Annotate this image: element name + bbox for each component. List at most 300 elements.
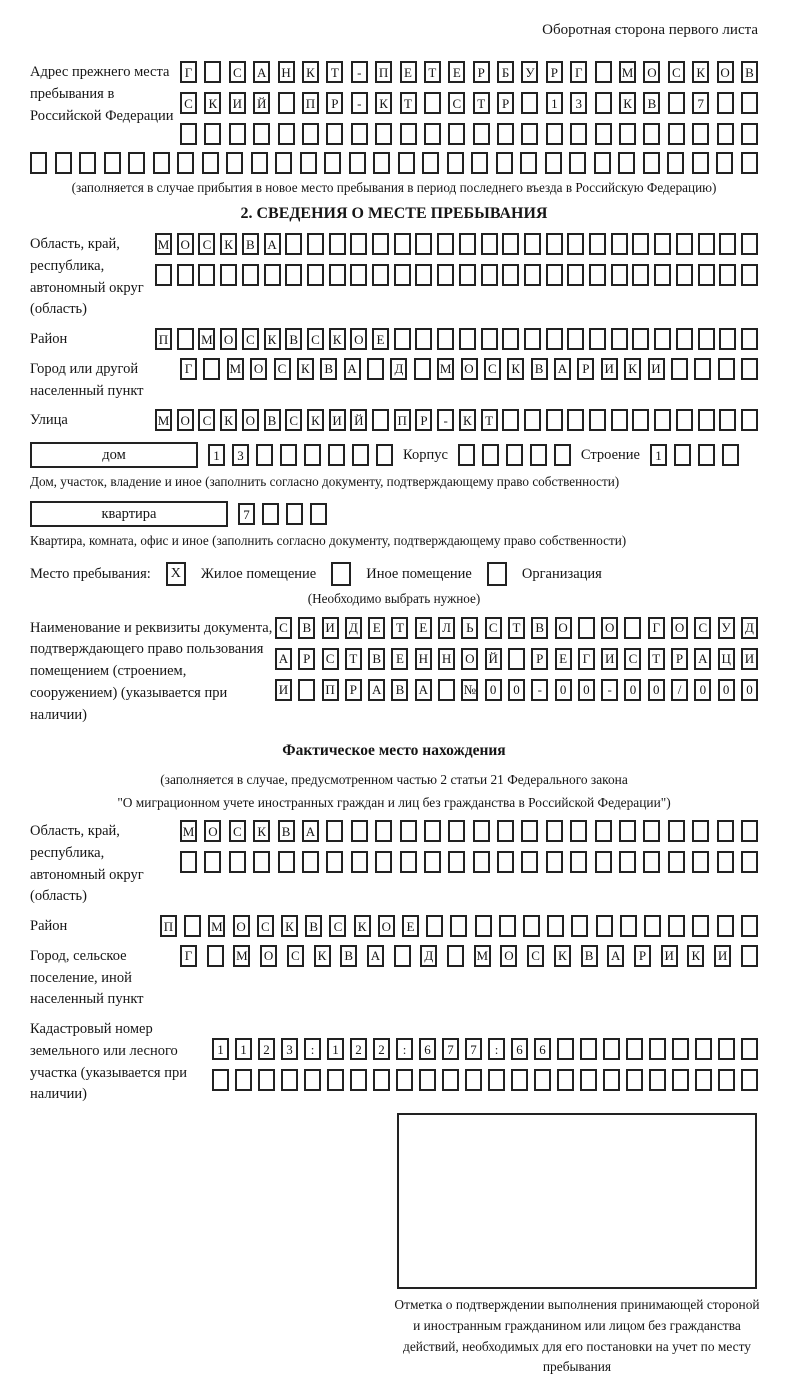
form-cell[interactable]: С	[668, 61, 685, 83]
form-cell[interactable]: К	[624, 358, 641, 380]
form-cell[interactable]	[580, 1038, 597, 1060]
form-cell[interactable]: П	[160, 915, 177, 937]
form-cell[interactable]	[722, 444, 739, 466]
form-cell[interactable]	[307, 233, 324, 255]
form-cell[interactable]	[424, 123, 441, 145]
form-cell[interactable]	[400, 820, 417, 842]
form-cell[interactable]	[438, 679, 455, 701]
form-cell[interactable]: 0	[555, 679, 572, 701]
form-cell[interactable]	[473, 851, 490, 873]
form-cell[interactable]	[310, 503, 327, 525]
form-cell[interactable]	[253, 851, 270, 873]
form-cell[interactable]: Е	[372, 328, 389, 350]
form-cell[interactable]: К	[297, 358, 314, 380]
form-cell[interactable]	[447, 945, 464, 967]
form-cell[interactable]: П	[375, 61, 392, 83]
form-cell[interactable]	[718, 358, 735, 380]
form-cell[interactable]	[698, 409, 715, 431]
form-cell[interactable]: Й	[253, 92, 270, 114]
form-cell[interactable]	[672, 1038, 689, 1060]
form-cell[interactable]	[367, 358, 384, 380]
form-cell[interactable]	[692, 820, 709, 842]
form-cell[interactable]: В	[305, 915, 322, 937]
form-cell[interactable]	[741, 358, 758, 380]
form-cell[interactable]: В	[643, 92, 660, 114]
form-cell[interactable]: К	[354, 915, 371, 937]
form-cell[interactable]	[618, 152, 635, 174]
form-cell[interactable]: С	[307, 328, 324, 350]
form-cell[interactable]	[567, 328, 584, 350]
form-cell[interactable]	[502, 409, 519, 431]
form-cell[interactable]: У	[718, 617, 735, 639]
form-cell[interactable]: Н	[438, 648, 455, 670]
form-cell[interactable]: С	[198, 233, 215, 255]
form-cell[interactable]: У	[521, 61, 538, 83]
form-cell[interactable]: С	[322, 648, 339, 670]
form-cell[interactable]	[668, 123, 685, 145]
form-cell[interactable]: 0	[624, 679, 641, 701]
form-cell[interactable]: Т	[473, 92, 490, 114]
form-cell[interactable]: К	[302, 61, 319, 83]
form-cell[interactable]	[654, 233, 671, 255]
form-cell[interactable]: Н	[415, 648, 432, 670]
form-cell[interactable]	[717, 851, 734, 873]
form-cell[interactable]: В	[531, 617, 548, 639]
form-cell[interactable]: /	[671, 679, 688, 701]
form-cell[interactable]	[741, 915, 758, 937]
form-cell[interactable]	[632, 328, 649, 350]
form-cell[interactable]: К	[554, 945, 571, 967]
form-cell[interactable]: А	[302, 820, 319, 842]
form-cell[interactable]: В	[264, 409, 281, 431]
form-cell[interactable]: 1	[327, 1038, 344, 1060]
form-cell[interactable]	[304, 1069, 321, 1091]
form-cell[interactable]	[437, 233, 454, 255]
form-cell[interactable]	[204, 61, 221, 83]
form-cell[interactable]: Е	[555, 648, 572, 670]
form-cell[interactable]: 0	[508, 679, 525, 701]
form-cell[interactable]: М	[208, 915, 225, 937]
form-cell[interactable]	[619, 851, 636, 873]
form-cell[interactable]	[207, 945, 224, 967]
form-cell[interactable]	[488, 1069, 505, 1091]
form-cell[interactable]	[278, 92, 295, 114]
form-cell[interactable]	[643, 851, 660, 873]
form-cell[interactable]: Д	[390, 358, 407, 380]
form-cell[interactable]	[545, 152, 562, 174]
form-cell[interactable]: Р	[531, 648, 548, 670]
form-cell[interactable]: Р	[415, 409, 432, 431]
form-cell[interactable]	[695, 1069, 712, 1091]
stay-option-organization-checkbox[interactable]	[487, 562, 507, 586]
form-cell[interactable]: М	[198, 328, 215, 350]
form-cell[interactable]: В	[391, 679, 408, 701]
form-cell[interactable]	[692, 123, 709, 145]
form-cell[interactable]	[595, 123, 612, 145]
form-cell[interactable]: Т	[391, 617, 408, 639]
form-cell[interactable]	[626, 1038, 643, 1060]
form-cell[interactable]: №	[461, 679, 478, 701]
form-cell[interactable]	[448, 123, 465, 145]
form-cell[interactable]	[676, 233, 693, 255]
form-cell[interactable]	[508, 648, 525, 670]
form-cell[interactable]	[611, 328, 628, 350]
form-cell[interactable]: М	[155, 409, 172, 431]
form-cell[interactable]	[278, 851, 295, 873]
form-cell[interactable]: Г	[570, 61, 587, 83]
form-cell[interactable]	[619, 123, 636, 145]
form-cell[interactable]	[202, 152, 219, 174]
form-cell[interactable]	[350, 264, 367, 286]
form-cell[interactable]	[620, 915, 637, 937]
form-cell[interactable]	[698, 233, 715, 255]
form-cell[interactable]	[546, 851, 563, 873]
form-cell[interactable]	[497, 820, 514, 842]
form-cell[interactable]: -	[437, 409, 454, 431]
form-cell[interactable]	[695, 1038, 712, 1060]
form-cell[interactable]: И	[275, 679, 292, 701]
form-cell[interactable]: :	[488, 1038, 505, 1060]
form-cell[interactable]: Р	[634, 945, 651, 967]
form-cell[interactable]: А	[368, 679, 385, 701]
form-cell[interactable]: С	[694, 617, 711, 639]
form-cell[interactable]: И	[648, 358, 665, 380]
form-cell[interactable]: А	[264, 233, 281, 255]
form-cell[interactable]	[499, 915, 516, 937]
form-cell[interactable]: В	[242, 233, 259, 255]
form-cell[interactable]: 3	[232, 444, 249, 466]
form-cell[interactable]: О	[177, 233, 194, 255]
form-cell[interactable]	[286, 503, 303, 525]
form-cell[interactable]	[481, 233, 498, 255]
form-cell[interactable]: С	[242, 328, 259, 350]
form-cell[interactable]: А	[554, 358, 571, 380]
form-cell[interactable]	[497, 851, 514, 873]
form-cell[interactable]	[264, 264, 281, 286]
form-cell[interactable]: В	[320, 358, 337, 380]
form-cell[interactable]	[30, 152, 47, 174]
form-cell[interactable]	[258, 1069, 275, 1091]
form-cell[interactable]: 0	[741, 679, 758, 701]
form-cell[interactable]	[394, 233, 411, 255]
form-cell[interactable]: В	[531, 358, 548, 380]
form-cell[interactable]: О	[555, 617, 572, 639]
form-cell[interactable]	[547, 915, 564, 937]
form-cell[interactable]: С	[275, 617, 292, 639]
form-cell[interactable]	[530, 444, 547, 466]
form-cell[interactable]	[304, 444, 321, 466]
form-cell[interactable]	[394, 328, 411, 350]
form-cell[interactable]	[643, 123, 660, 145]
form-cell[interactable]	[502, 328, 519, 350]
form-cell[interactable]	[448, 851, 465, 873]
form-cell[interactable]: К	[204, 92, 221, 114]
form-cell[interactable]	[717, 123, 734, 145]
form-cell[interactable]: Т	[345, 648, 362, 670]
form-cell[interactable]	[373, 1069, 390, 1091]
form-cell[interactable]: :	[396, 1038, 413, 1060]
form-cell[interactable]	[298, 679, 315, 701]
form-cell[interactable]	[502, 264, 519, 286]
form-cell[interactable]: 0	[694, 679, 711, 701]
form-cell[interactable]	[285, 233, 302, 255]
form-cell[interactable]: О	[643, 61, 660, 83]
form-cell[interactable]: 0	[718, 679, 735, 701]
form-cell[interactable]	[229, 851, 246, 873]
form-cell[interactable]	[717, 820, 734, 842]
form-cell[interactable]	[155, 264, 172, 286]
form-cell[interactable]	[692, 152, 709, 174]
form-cell[interactable]: К	[329, 328, 346, 350]
form-cell[interactable]: С	[624, 648, 641, 670]
form-cell[interactable]	[567, 233, 584, 255]
form-cell[interactable]	[632, 264, 649, 286]
form-cell[interactable]	[546, 409, 563, 431]
form-cell[interactable]: О	[671, 617, 688, 639]
form-cell[interactable]	[398, 152, 415, 174]
form-cell[interactable]: И	[741, 648, 758, 670]
form-cell[interactable]: К	[375, 92, 392, 114]
form-cell[interactable]	[415, 233, 432, 255]
form-cell[interactable]	[394, 945, 411, 967]
form-cell[interactable]: В	[278, 820, 295, 842]
form-cell[interactable]: О	[601, 617, 618, 639]
form-cell[interactable]: О	[350, 328, 367, 350]
form-cell[interactable]: Д	[345, 617, 362, 639]
form-cell[interactable]: Т	[508, 617, 525, 639]
form-cell[interactable]	[524, 264, 541, 286]
form-cell[interactable]	[692, 851, 709, 873]
form-cell[interactable]: 2	[258, 1038, 275, 1060]
form-cell[interactable]: Т	[481, 409, 498, 431]
form-cell[interactable]	[718, 1038, 735, 1060]
form-cell[interactable]	[741, 851, 758, 873]
form-cell[interactable]	[373, 152, 390, 174]
form-cell[interactable]: М	[437, 358, 454, 380]
form-cell[interactable]: Т	[326, 61, 343, 83]
form-cell[interactable]	[351, 820, 368, 842]
form-cell[interactable]	[672, 1069, 689, 1091]
form-cell[interactable]	[589, 264, 606, 286]
form-cell[interactable]: 6	[511, 1038, 528, 1060]
form-cell[interactable]	[603, 1069, 620, 1091]
form-cell[interactable]	[595, 820, 612, 842]
form-cell[interactable]	[177, 264, 194, 286]
form-cell[interactable]: Г	[578, 648, 595, 670]
form-cell[interactable]: М	[619, 61, 636, 83]
form-cell[interactable]	[415, 328, 432, 350]
form-cell[interactable]	[104, 152, 121, 174]
form-cell[interactable]	[203, 358, 220, 380]
form-cell[interactable]	[523, 915, 540, 937]
form-cell[interactable]	[349, 152, 366, 174]
form-cell[interactable]	[326, 123, 343, 145]
form-cell[interactable]	[502, 233, 519, 255]
form-cell[interactable]	[253, 123, 270, 145]
form-cell[interactable]: И	[714, 945, 731, 967]
form-cell[interactable]	[280, 444, 297, 466]
form-cell[interactable]	[275, 152, 292, 174]
form-cell[interactable]	[595, 92, 612, 114]
form-cell[interactable]	[589, 328, 606, 350]
form-cell[interactable]: Й	[485, 648, 502, 670]
form-cell[interactable]	[694, 358, 711, 380]
form-cell[interactable]	[329, 233, 346, 255]
form-cell[interactable]	[278, 123, 295, 145]
form-cell[interactable]	[524, 233, 541, 255]
form-cell[interactable]: С	[448, 92, 465, 114]
form-cell[interactable]: И	[322, 617, 339, 639]
form-cell[interactable]: А	[275, 648, 292, 670]
form-cell[interactable]: Е	[402, 915, 419, 937]
form-cell[interactable]: К	[314, 945, 331, 967]
form-cell[interactable]: Р	[345, 679, 362, 701]
form-cell[interactable]	[424, 92, 441, 114]
form-cell[interactable]: П	[322, 679, 339, 701]
form-cell[interactable]	[450, 915, 467, 937]
form-cell[interactable]: Р	[577, 358, 594, 380]
form-cell[interactable]: В	[340, 945, 357, 967]
form-cell[interactable]	[351, 851, 368, 873]
form-cell[interactable]	[511, 1069, 528, 1091]
form-cell[interactable]: -	[531, 679, 548, 701]
form-cell[interactable]: 2	[350, 1038, 367, 1060]
form-cell[interactable]	[442, 1069, 459, 1091]
form-cell[interactable]	[698, 444, 715, 466]
form-cell[interactable]	[719, 233, 736, 255]
form-cell[interactable]: О	[461, 358, 478, 380]
form-cell[interactable]	[437, 328, 454, 350]
form-cell[interactable]	[256, 444, 273, 466]
form-cell[interactable]	[506, 444, 523, 466]
form-cell[interactable]: И	[229, 92, 246, 114]
form-cell[interactable]: Р	[298, 648, 315, 670]
form-cell[interactable]: Д	[741, 617, 758, 639]
form-cell[interactable]: -	[351, 92, 368, 114]
form-cell[interactable]	[741, 328, 758, 350]
form-cell[interactable]	[481, 264, 498, 286]
form-cell[interactable]	[204, 851, 221, 873]
form-cell[interactable]	[376, 444, 393, 466]
form-cell[interactable]: М	[180, 820, 197, 842]
form-cell[interactable]: Е	[415, 617, 432, 639]
form-cell[interactable]	[741, 1069, 758, 1091]
form-cell[interactable]	[569, 152, 586, 174]
form-cell[interactable]	[424, 851, 441, 873]
form-cell[interactable]: Ь	[461, 617, 478, 639]
form-cell[interactable]	[668, 915, 685, 937]
form-cell[interactable]	[153, 152, 170, 174]
form-cell[interactable]: К	[264, 328, 281, 350]
form-cell[interactable]: Е	[368, 617, 385, 639]
form-cell[interactable]	[603, 1038, 620, 1060]
form-cell[interactable]: С	[485, 617, 502, 639]
form-cell[interactable]	[177, 328, 194, 350]
form-cell[interactable]	[281, 1069, 298, 1091]
form-cell[interactable]: И	[601, 648, 618, 670]
form-cell[interactable]	[578, 617, 595, 639]
form-cell[interactable]	[375, 123, 392, 145]
form-cell[interactable]: Т	[424, 61, 441, 83]
form-cell[interactable]: Е	[400, 61, 417, 83]
form-cell[interactable]: А	[253, 61, 270, 83]
form-cell[interactable]: К	[687, 945, 704, 967]
form-cell[interactable]	[626, 1069, 643, 1091]
form-cell[interactable]	[55, 152, 72, 174]
form-cell[interactable]	[567, 264, 584, 286]
form-cell[interactable]	[396, 1069, 413, 1091]
form-cell[interactable]	[177, 152, 194, 174]
form-cell[interactable]	[521, 820, 538, 842]
form-cell[interactable]	[632, 233, 649, 255]
form-cell[interactable]: Й	[350, 409, 367, 431]
form-cell[interactable]	[324, 152, 341, 174]
form-cell[interactable]: О	[500, 945, 517, 967]
form-cell[interactable]	[350, 1069, 367, 1091]
form-cell[interactable]: 7	[238, 503, 255, 525]
form-cell[interactable]	[473, 123, 490, 145]
form-cell[interactable]: А	[415, 679, 432, 701]
form-cell[interactable]	[654, 328, 671, 350]
form-cell[interactable]	[570, 123, 587, 145]
form-cell[interactable]	[668, 820, 685, 842]
form-cell[interactable]	[437, 264, 454, 286]
form-cell[interactable]: Е	[391, 648, 408, 670]
form-cell[interactable]	[671, 358, 688, 380]
form-cell[interactable]: 0	[485, 679, 502, 701]
form-cell[interactable]: К	[281, 915, 298, 937]
form-cell[interactable]	[302, 851, 319, 873]
form-cell[interactable]: П	[394, 409, 411, 431]
form-cell[interactable]	[327, 1069, 344, 1091]
form-cell[interactable]	[596, 915, 613, 937]
form-cell[interactable]	[676, 409, 693, 431]
form-cell[interactable]	[643, 820, 660, 842]
form-cell[interactable]: О	[177, 409, 194, 431]
form-cell[interactable]	[465, 1069, 482, 1091]
form-cell[interactable]: В	[581, 945, 598, 967]
form-cell[interactable]: 1	[546, 92, 563, 114]
form-cell[interactable]	[589, 409, 606, 431]
form-cell[interactable]	[524, 409, 541, 431]
form-cell[interactable]	[400, 851, 417, 873]
form-cell[interactable]: С	[329, 915, 346, 937]
form-cell[interactable]: 3	[570, 92, 587, 114]
form-cell[interactable]	[741, 264, 758, 286]
form-cell[interactable]	[717, 92, 734, 114]
form-cell[interactable]: О	[242, 409, 259, 431]
form-cell[interactable]: О	[250, 358, 267, 380]
form-cell[interactable]	[571, 915, 588, 937]
form-cell[interactable]	[326, 820, 343, 842]
form-cell[interactable]	[741, 92, 758, 114]
form-cell[interactable]	[79, 152, 96, 174]
form-cell[interactable]: В	[298, 617, 315, 639]
form-cell[interactable]	[180, 123, 197, 145]
form-cell[interactable]	[741, 123, 758, 145]
form-cell[interactable]	[285, 264, 302, 286]
form-cell[interactable]: С	[198, 409, 215, 431]
form-cell[interactable]	[459, 328, 476, 350]
form-cell[interactable]	[611, 264, 628, 286]
form-cell[interactable]: С	[287, 945, 304, 967]
form-cell[interactable]	[632, 409, 649, 431]
form-cell[interactable]: -	[351, 61, 368, 83]
form-cell[interactable]: С	[274, 358, 291, 380]
form-cell[interactable]	[226, 152, 243, 174]
form-cell[interactable]	[674, 444, 691, 466]
form-cell[interactable]: Е	[448, 61, 465, 83]
